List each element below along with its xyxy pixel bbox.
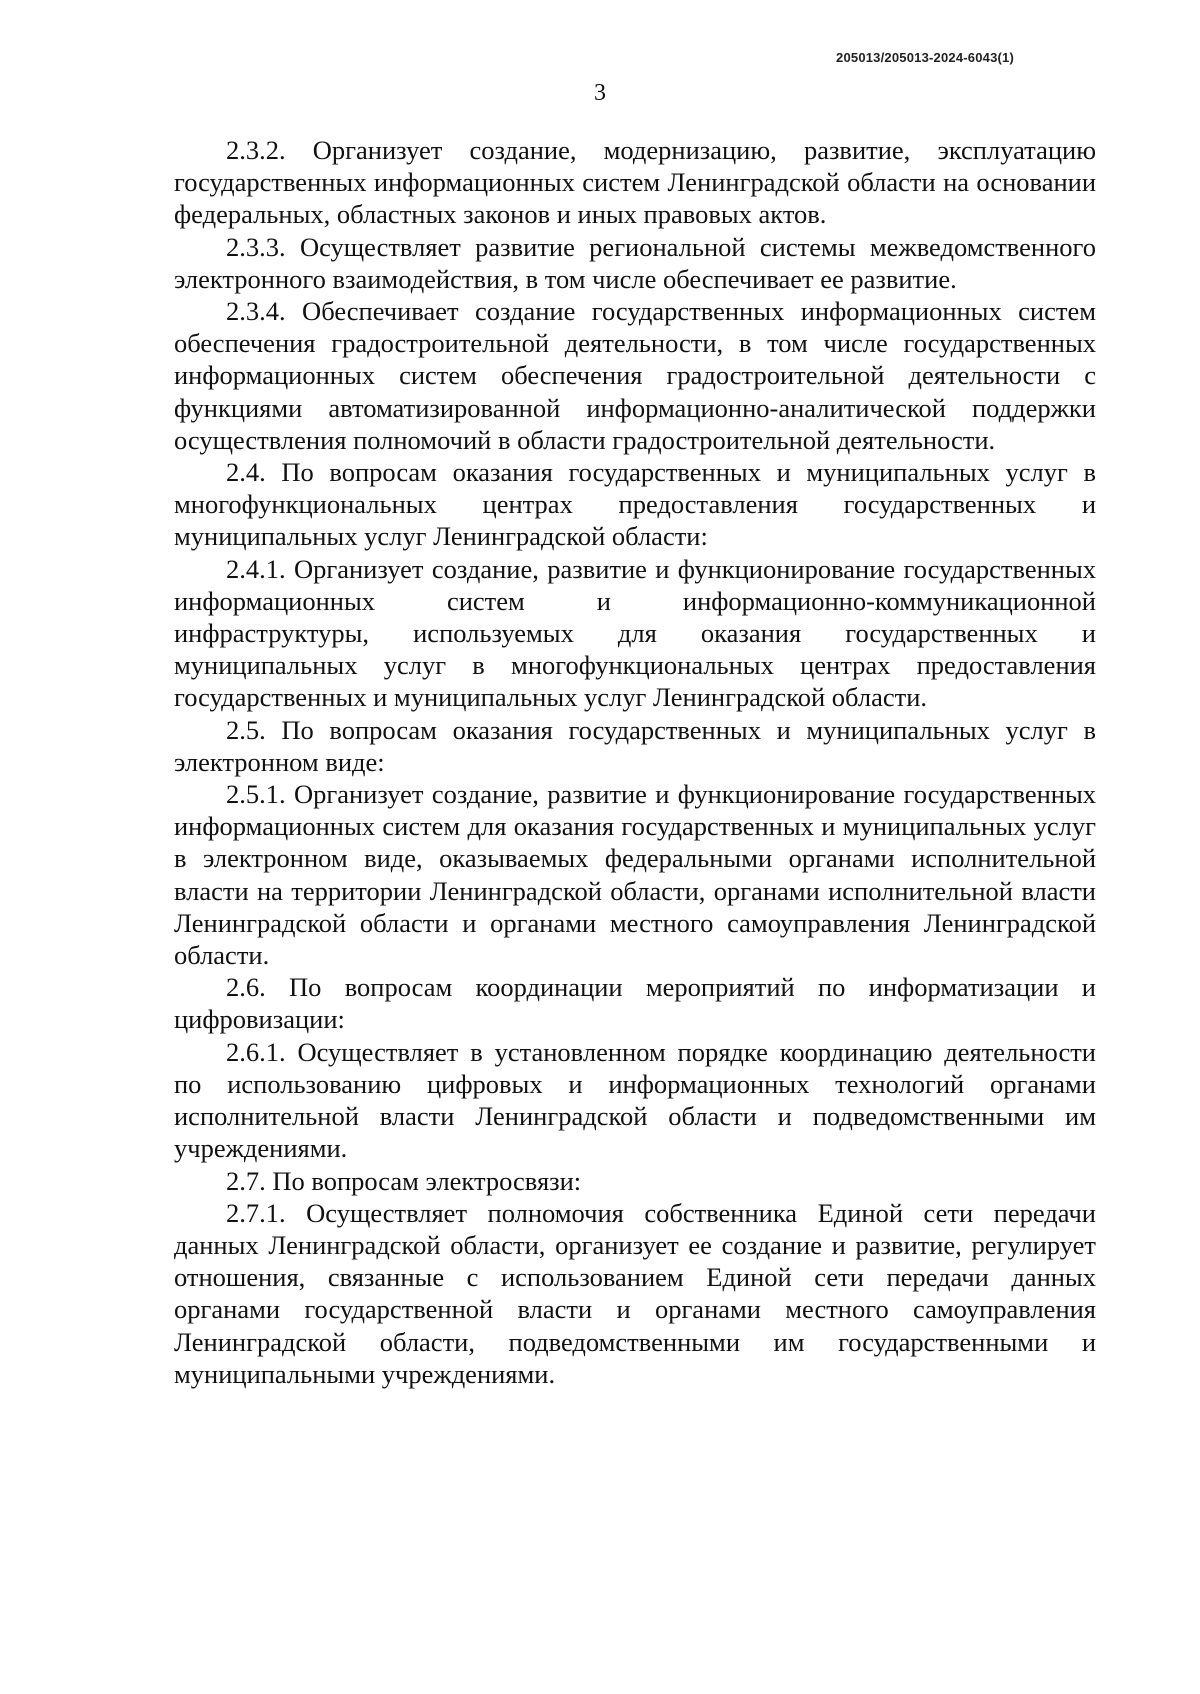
paragraph-2-6-1: 2.6.1. Осуществляет в установленном порядке координацию деятельности по использованию цифровых и информационных технологий органами исполнительной власти Ленинградской области и подведомственными им учреждениями.	[174, 1036, 1096, 1164]
paragraph-2-4-1: 2.4.1. Организует создание, развитие и функционирование государственных информационных систем и информационно-коммуникационной инфраструктуры, используемых для оказания государственных и муниципальных услуг в многофункциональных центрах предоставления государственных и муниципальных услуг Ленинградской области.	[174, 553, 1096, 713]
paragraph-2-5-1: 2.5.1. Организует создание, развитие и функционирование государственных информационных систем для оказания государственных и муниципальных услуг в электронном виде, оказываемых федеральными органами исполнительной власти на территории Ленинградской области, органами исполнительной власти Ленинградской области и органами местного самоуправления Ленинградской области.	[174, 779, 1096, 971]
paragraph-2-4: 2.4. По вопросам оказания государственных и муниципальных услуг в многофункциональных центрах предоставления государственных и муниципальных услуг Ленинградской области:	[174, 457, 1096, 552]
paragraph-2-3-3: 2.3.3. Осуществляет развитие региональной системы межведомственного электронного взаимодействия, в том числе обеспечивает ее развитие.	[174, 231, 1096, 294]
document-registration-number: 205013/205013-2024-6043(1)	[836, 50, 1014, 65]
paragraph-2-3-4: 2.3.4. Обеспечивает создание государственных информационных систем обеспечения градостроительной деятельности, в том числе государственных информационных систем обеспечения градостроительной деятельности с функциями автоматизированной информационно-аналитической поддержки осуществления полномочий в области градостроительной деятельности.	[174, 296, 1096, 455]
paragraph-2-3-2: 2.3.2. Организует создание, модернизацию, развитие, эксплуатацию государственных информационных систем Ленинградской области на основании федеральных, областных законов и иных правовых актов.	[174, 135, 1096, 230]
paragraph-2-7-1: 2.7.1. Осуществляет полномочия собственника Единой сети передачи данных Ленинградской области, организует ее создание и развитие, регулирует отношения, связанные с использованием Единой сети передачи данных органами государственной власти и органами местного самоуправления Ленинградской области, подведомственными им государственными и муниципальными учреждениями.	[174, 1197, 1096, 1389]
paragraph-2-5: 2.5. По вопросам оказания государственных и муниципальных услуг в электронном виде:	[174, 714, 1096, 777]
paragraph-2-7: 2.7. По вопросам электросвязи:	[226, 1165, 582, 1196]
document-body	[174, 134, 1096, 1390]
paragraph-2-6: 2.6. По вопросам координации мероприятий по информатизации и цифровизации:	[174, 972, 1096, 1035]
page-number: 3	[594, 80, 606, 106]
